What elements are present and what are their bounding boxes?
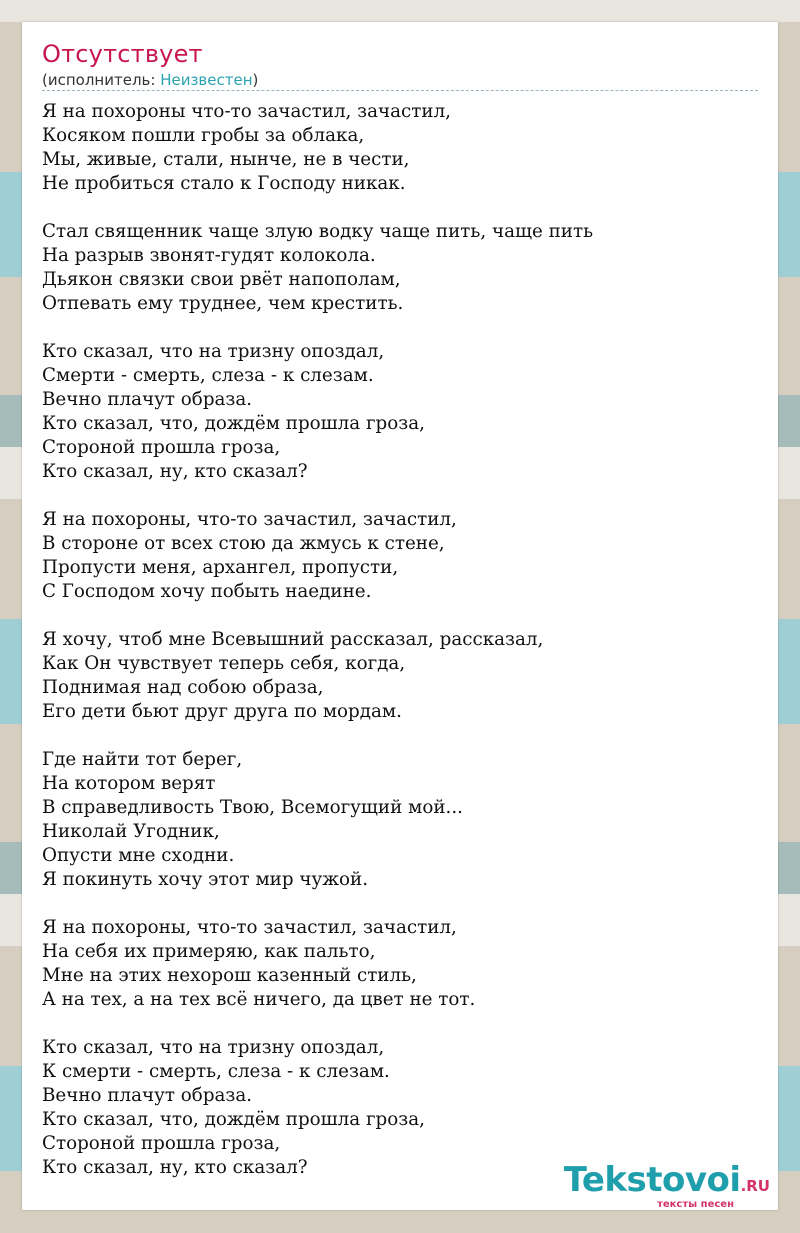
lyrics-stanza [42,628,758,724]
lyrics-line: Не пробиться стало к Господу никак. [42,173,406,194]
lyrics-line: Кто сказал, ну, кто сказал? [42,1157,308,1178]
lyrics-line: Как Он чувствует теперь себя, когда, [42,653,406,674]
lyrics-line: Вечно плачут образа. [42,389,253,410]
artist-link[interactable]: Неизвестен [160,71,253,89]
lyrics-stanza [42,100,758,196]
lyrics-line: Мы, живые, стали, нынче, не в чести, [42,149,410,170]
artist-suffix: ) [252,71,259,89]
lyrics-stanza [42,1036,758,1180]
lyrics-line: Я покинуть хочу этот мир чужой. [42,869,369,890]
lyrics-line: На разрыв звонят-гудят колокола. [42,245,376,266]
lyrics-line: Я на похороны, что-то зачастил, зачастил, [42,917,457,938]
song-title: Отсутствует [42,40,203,68]
lyrics-line: А на тех, а на тех всё ничего, да цвет не тот. [42,989,476,1010]
lyrics-line: Косяком пошли гробы за облака, [42,125,365,146]
lyrics-line: Я хочу, чтоб мне Всевышний рассказал, рассказал, [42,629,544,650]
background-band [0,0,800,22]
lyrics-line: Николай Угодник, [42,821,220,842]
lyrics-stanza [42,340,758,484]
artist-prefix: (исполнитель: [42,71,161,89]
lyrics-stanza [42,916,758,1012]
site-logo[interactable] [564,1162,770,1210]
lyrics-card [22,22,778,1210]
lyrics-line: Опусти мне сходни. [42,845,235,866]
lyrics-line: Его дети бьют друг друга по мордам. [42,701,402,722]
lyrics-line: Отпевать ему труднее, чем крестить. [42,293,404,314]
lyrics-line: Стороной прошла гроза, [42,437,281,458]
lyrics-line: На котором верят [42,773,216,794]
artist-line [42,71,258,89]
logo-wordmark [564,1162,770,1204]
lyrics-line: Дьякон связки свои рвёт напополам, [42,269,401,290]
lyrics-line: Кто сказал, что, дождём прошла гроза, [42,1109,425,1130]
title-divider [42,90,758,91]
lyrics-line: Стал священник чаще злую водку чаще пить, чаще пить [42,221,594,242]
logo-tld: .RU [740,1177,770,1195]
lyrics-line: Кто сказал, что на тризну опоздал, [42,1037,385,1058]
lyrics-stanza [42,748,758,892]
lyrics-line: Кто сказал, что на тризну опоздал, [42,341,385,362]
logo-name: Tekstovoi [563,1160,741,1200]
lyrics-line: Вечно плачут образа. [42,1085,253,1106]
lyrics-line: С Господом хочу побыть наедине. [42,581,372,602]
lyrics-line: В стороне от всех стою да жмусь к стене, [42,533,445,554]
lyrics-text [42,100,758,1204]
lyrics-line: Где найти тот берег, [42,749,243,770]
logo-tagline: тексты песен [657,1199,734,1210]
lyrics-line: К смерти - смерть, слеза - к слезам. [42,1061,390,1082]
lyrics-line: Поднимая над собою образа, [42,677,324,698]
lyrics-line: Пропусти меня, архангел, пропусти, [42,557,399,578]
lyrics-stanza [42,508,758,604]
lyrics-line: Стороной прошла гроза, [42,1133,281,1154]
lyrics-line: Кто сказал, что, дождём прошла гроза, [42,413,425,434]
lyrics-line: В справедливость Твою, Всемогущий мой... [42,797,463,818]
lyrics-stanza [42,220,758,316]
lyrics-line: На себя их примеряю, как пальто, [42,941,376,962]
lyrics-line: Смерти - смерть, слеза - к слезам. [42,365,374,386]
lyrics-line: Мне на этих нехорош казенный стиль, [42,965,417,986]
lyrics-line: Я на похороны, что-то зачастил, зачастил, [42,509,457,530]
lyrics-line: Я на похороны что-то зачастил, зачастил, [42,101,451,122]
lyrics-line: Кто сказал, ну, кто сказал? [42,461,308,482]
